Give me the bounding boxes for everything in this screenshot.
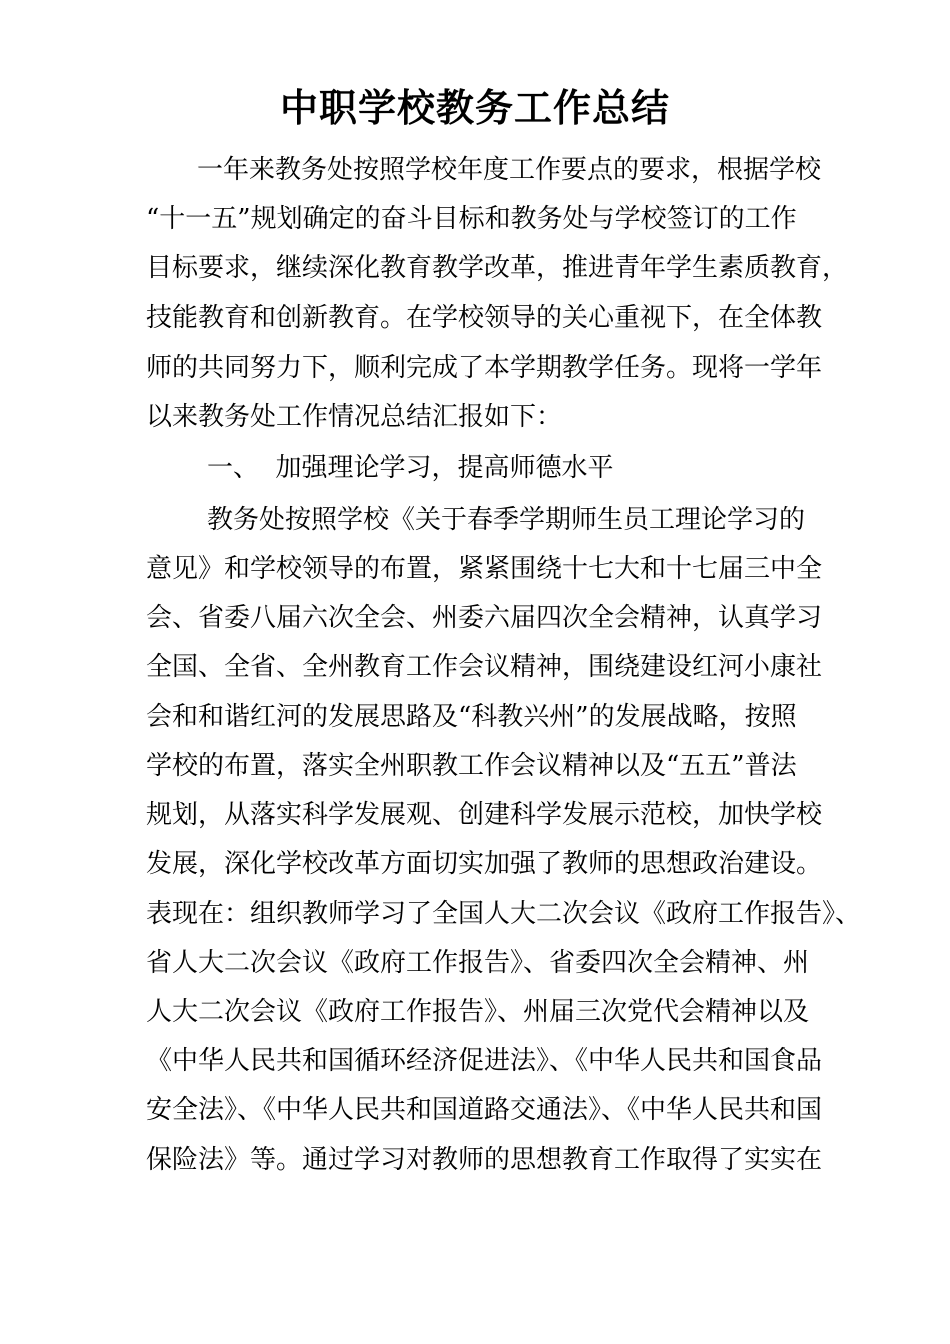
paragraph-2-line-14: 保险法》等。通过学习对教师的思想教育工作取得了实实在 xyxy=(146,1145,823,1175)
paragraph-1-line-1: 一年来教务处按照学校年度工作要点的要求，根据学校 xyxy=(197,155,822,185)
paragraph-2-line-1: 教务处按照学校《关于春季学期师生员工理论学习的 xyxy=(207,505,806,535)
document-title: 中职学校教务工作总结 xyxy=(279,85,670,130)
paragraph-1-line-3: 目标要求，继续深化教育教学改革，推进青年学生素质教育， xyxy=(146,253,849,283)
paragraph-1-line-2: “十一五”规划确定的奋斗目标和教务处与学校签订的工作 xyxy=(146,204,797,234)
paragraph-2-line-13: 安全法》、《中华人民共和国道路交通法》、《中华人民共和国 xyxy=(146,1095,823,1125)
paragraph-2-line-2: 意见》和学校领导的布置，紧紧围绕十七大和十七届三中全 xyxy=(146,554,823,584)
paragraph-2-line-7: 规划，从落实科学发展观、创建科学发展示范校，加快学校 xyxy=(146,800,823,830)
paragraph-2-line-10: 省人大二次会议《政府工作报告》、省委四次全会精神、州 xyxy=(146,948,810,978)
paragraph-1-line-4: 技能教育和创新教育。在学校领导的关心重视下，在全体教 xyxy=(146,303,823,333)
paragraph-2-line-3: 会、省委八届六次全会、州委六届四次全会精神，认真学习 xyxy=(146,603,823,633)
paragraph-2-line-8: 发展，深化学校改革方面切实加强了教师的思想政治建设。 xyxy=(146,849,823,879)
paragraph-2-line-6: 学校的布置，落实全州职教工作会议精神以及“五五”普法 xyxy=(146,751,797,781)
paragraph-2-line-4: 全国、全省、全州教育工作会议精神，围绕建设红河小康社 xyxy=(146,652,823,682)
paragraph-2-line-11: 人大二次会议《政府工作报告》、州届三次党代会精神以及 xyxy=(146,997,810,1027)
paragraph-2-line-9: 表现在：组织教师学习了全国人大二次会议《政府工作报告》、 xyxy=(146,899,862,929)
paragraph-1-line-5: 师的共同努力下，顺利完成了本学期教学任务。现将一学年 xyxy=(146,353,823,383)
paragraph-2-line-5: 会和和谐红河的发展思路及“科教兴州”的发展战略，按照 xyxy=(146,702,797,732)
paragraph-1-line-6: 以来教务处工作情况总结汇报如下： xyxy=(146,402,563,432)
section-heading-1: 一、 加强理论学习，提高师德水平 xyxy=(207,453,614,483)
paragraph-2-line-12: 《中华人民共和国循环经济促进法》、《中华人民共和国食品 xyxy=(146,1046,823,1076)
